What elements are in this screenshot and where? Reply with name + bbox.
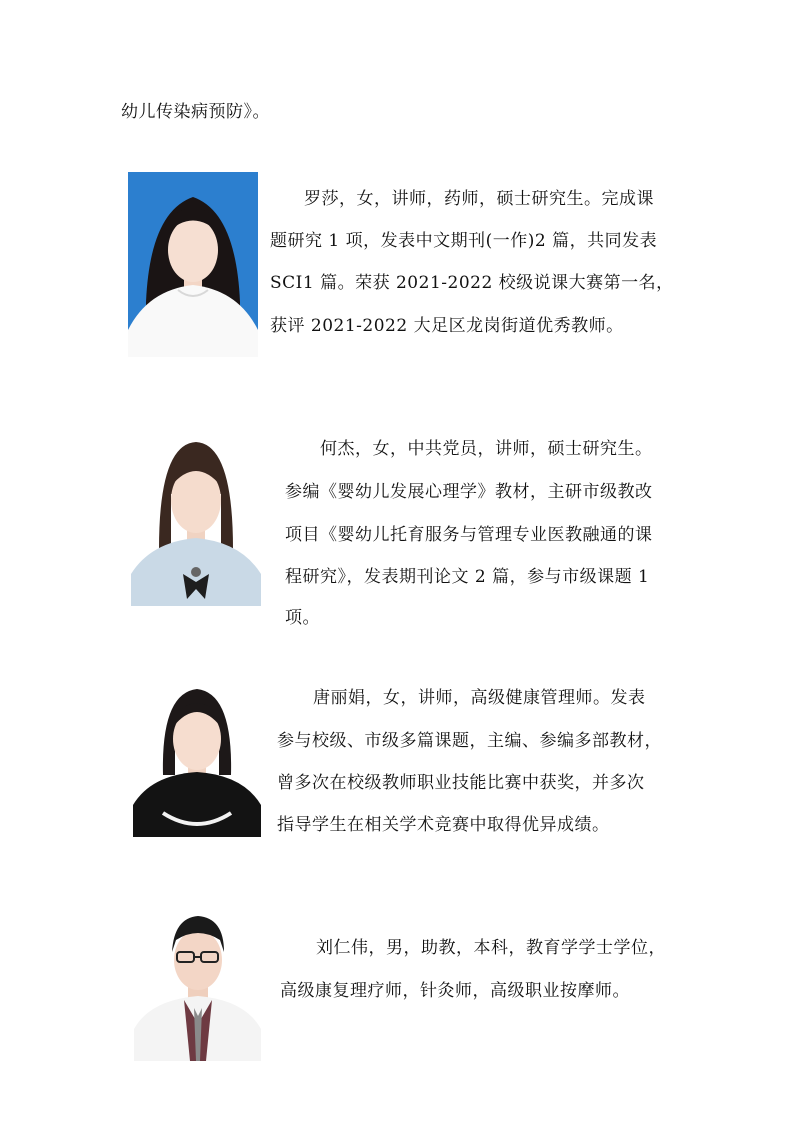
- portrait-photo-tang-li-juan: [133, 675, 261, 837]
- intro-text: 幼儿传染病预防》。: [121, 102, 270, 122]
- profile-3-line-1: 唐丽娟，女，讲师，高级健康管理师。发表: [313, 688, 646, 708]
- profile-2-line-3: 项目《婴幼儿托育服务与管理专业医教融通的课: [285, 525, 653, 545]
- profile-3-line-2: 参与校级、市级多篇课题，主编、参编多部教材，: [277, 731, 662, 751]
- profile-2-line-2: 参编《婴幼儿发展心理学》教材，主研市级教改: [285, 482, 653, 502]
- portrait-photo-liu-ren-wei: [134, 904, 261, 1061]
- portrait-photo-luo-sha: [128, 172, 258, 357]
- profile-1-line-1: 罗莎，女，讲师，药师，硕士研究生。完成课: [304, 189, 654, 209]
- profile-3-line-4: 指导学生在相关学术竞赛中取得优异成绩。: [277, 815, 610, 835]
- profile-1-line-2: 题研究 1 项，发表中文期刊(一作)2 篇，共同发表: [270, 231, 658, 251]
- profile-1-line-4: 获评 2021-2022 大足区龙岗街道优秀教师。: [270, 316, 624, 336]
- profile-1-line-3: SCI1 篇。荣获 2021-2022 校级说课大赛第一名，: [270, 273, 674, 293]
- profile-2-line-4: 程研究》，发表期刊论文 2 篇，参与市级课题 1: [285, 567, 650, 587]
- profile-2-line-1: 何杰，女，中共党员，讲师，硕士研究生。: [320, 439, 653, 459]
- profile-2-line-5: 项。: [285, 608, 320, 628]
- portrait-photo-he-jie: [131, 434, 261, 606]
- profile-4-line-2: 高级康复理疗师，针灸师，高级职业按摩师。: [280, 981, 630, 1001]
- profile-3-line-3: 曾多次在校级教师职业技能比赛中获奖，并多次: [277, 773, 645, 793]
- profile-4-line-1: 刘仁伟，男，助教，本科，教育学学士学位，: [316, 938, 666, 958]
